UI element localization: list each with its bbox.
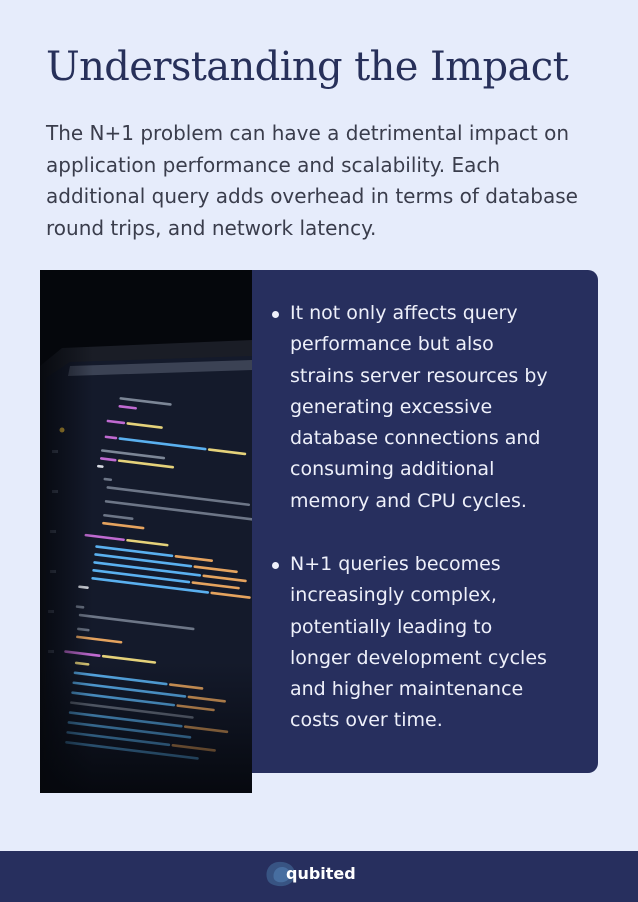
- code-editor-photo: [40, 270, 252, 793]
- bullet-card: [252, 270, 598, 773]
- bullet-dot: [272, 562, 279, 569]
- bullet-item: N+1 queries becomes increasingly complex, potentially leading to longer development cycles and higher maintenance costs over time.: [290, 553, 547, 732]
- page-title: Understanding the Impact: [46, 44, 569, 90]
- bullet-item: It not only affects query performance but also strains server resources by generating excessive database connections and consuming additional memory and CPU cycles.: [290, 302, 548, 512]
- bullet-dot: [272, 311, 279, 318]
- brand-name: qubited: [286, 864, 356, 883]
- footer-bar: [0, 851, 638, 902]
- intro-paragraph: The N+1 problem can have a detrimental impact on application performance and scalability. Each additional query adds overhead in terms of database round trips, and network latency.: [46, 121, 578, 240]
